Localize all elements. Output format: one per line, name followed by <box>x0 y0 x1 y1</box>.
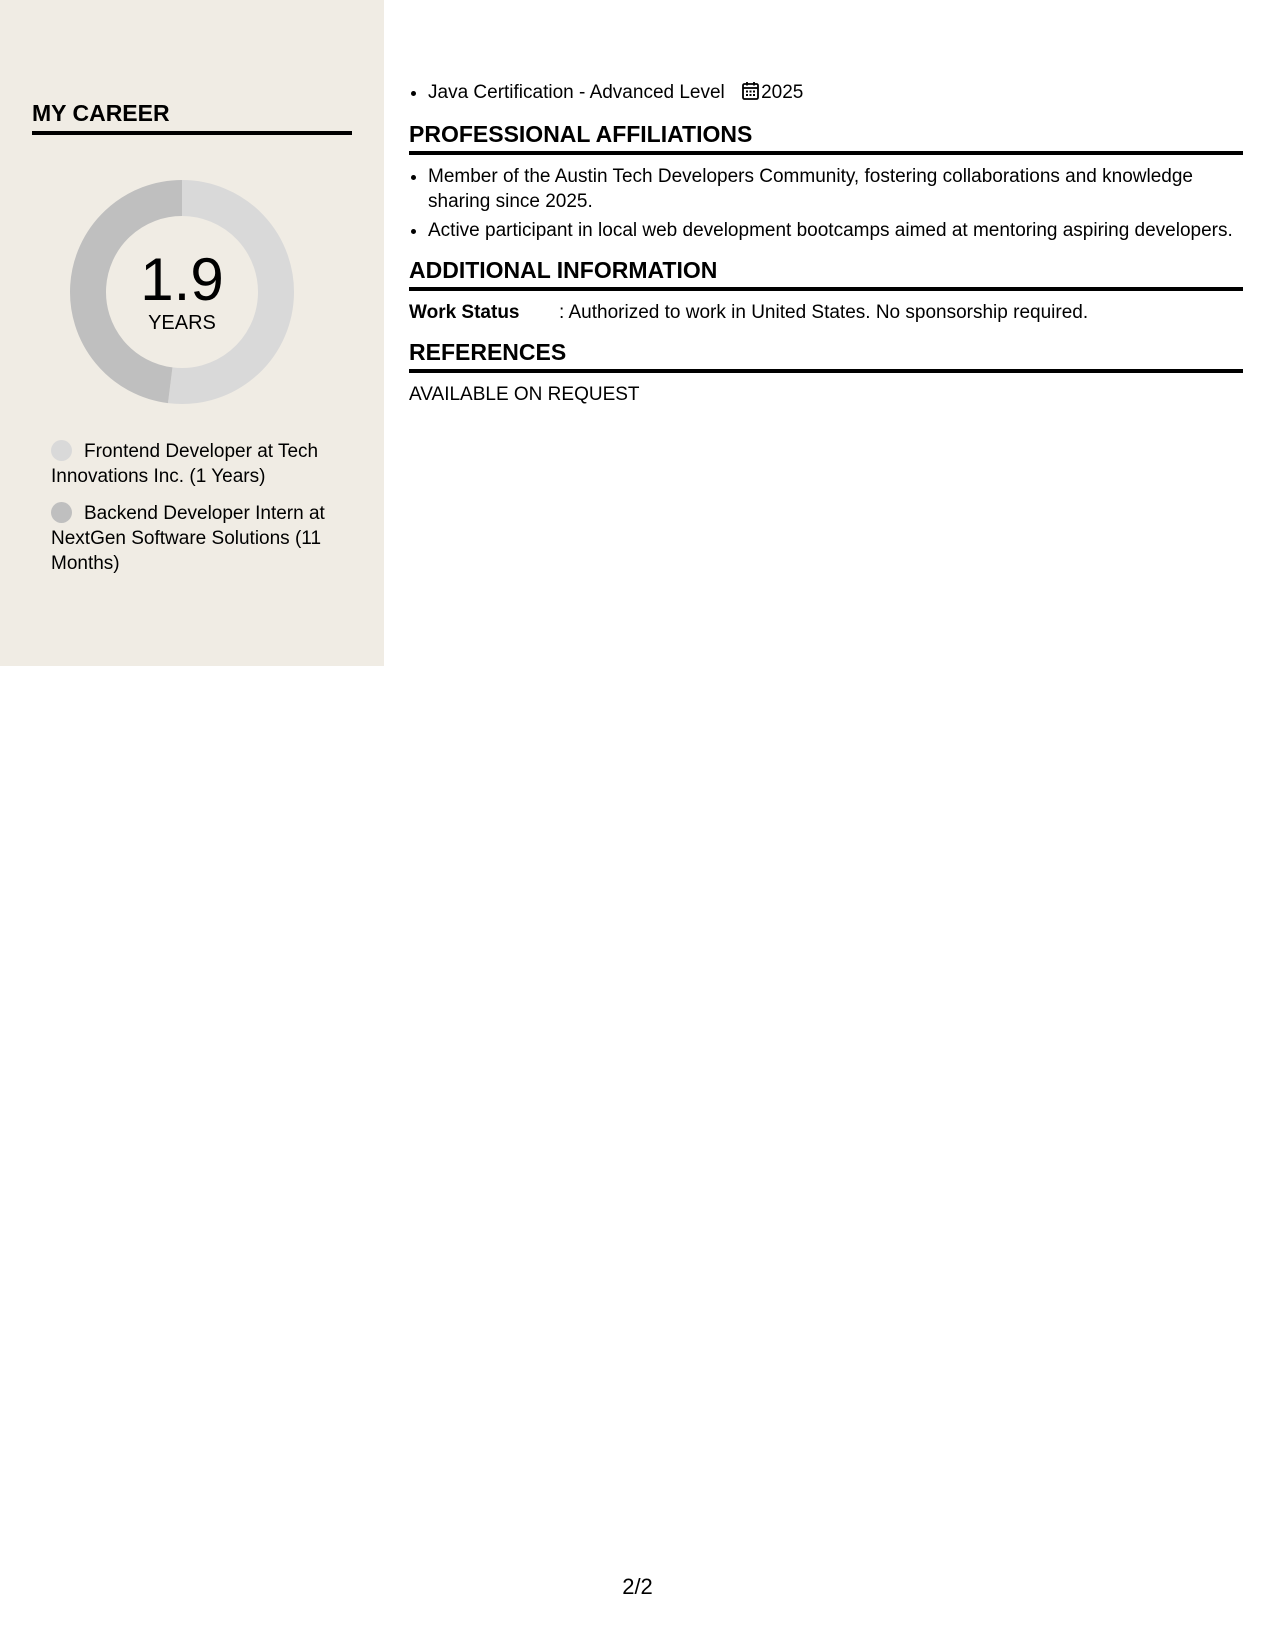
work-status-value: : Authorized to work in United States. No sponsorship required. <box>559 302 1089 323</box>
affiliations-title: PROFESSIONAL AFFILIATIONS <box>409 120 1243 155</box>
additional-info-title: ADDITIONAL INFORMATION <box>409 256 1243 291</box>
legend-dot-icon <box>51 502 72 523</box>
page-number: 2/2 <box>622 1574 653 1599</box>
work-status-label: Work Status <box>409 302 520 323</box>
sidebar <box>0 0 384 666</box>
references-text: AVAILABLE ON REQUEST <box>409 384 640 405</box>
references-title: REFERENCES <box>409 338 1243 373</box>
main-content <box>409 80 1243 407</box>
legend-label: Backend Developer Intern at NextGen Software Solutions (11 Months) <box>51 503 325 574</box>
affiliation-item: • Member of the Austin Tech Developers Community, fostering collaborations and knowledge sharing since 2025. <box>428 164 1243 214</box>
certification-name: Java Certification - Advanced Level <box>428 82 725 103</box>
work-status-row <box>409 300 1243 325</box>
career-heading: MY CAREER <box>32 100 352 135</box>
certification-list <box>409 80 1243 107</box>
legend-item <box>51 439 336 489</box>
legend-dot-icon <box>51 440 72 461</box>
career-total-years: 1.9 <box>140 246 224 313</box>
career-legend <box>51 439 336 588</box>
affiliations-list <box>409 164 1243 243</box>
legend-item <box>51 501 336 576</box>
affiliation-item: • Active participant in local web development bootcamps aimed at mentoring aspiring developers. <box>428 218 1243 243</box>
legend-label: Frontend Developer at Tech Innovations Inc. (1 Years) <box>51 441 319 487</box>
certification-item <box>428 80 1243 107</box>
career-total-unit: YEARS <box>148 312 216 334</box>
calendar-icon <box>742 81 759 107</box>
certification-year: 2025 <box>761 82 804 103</box>
